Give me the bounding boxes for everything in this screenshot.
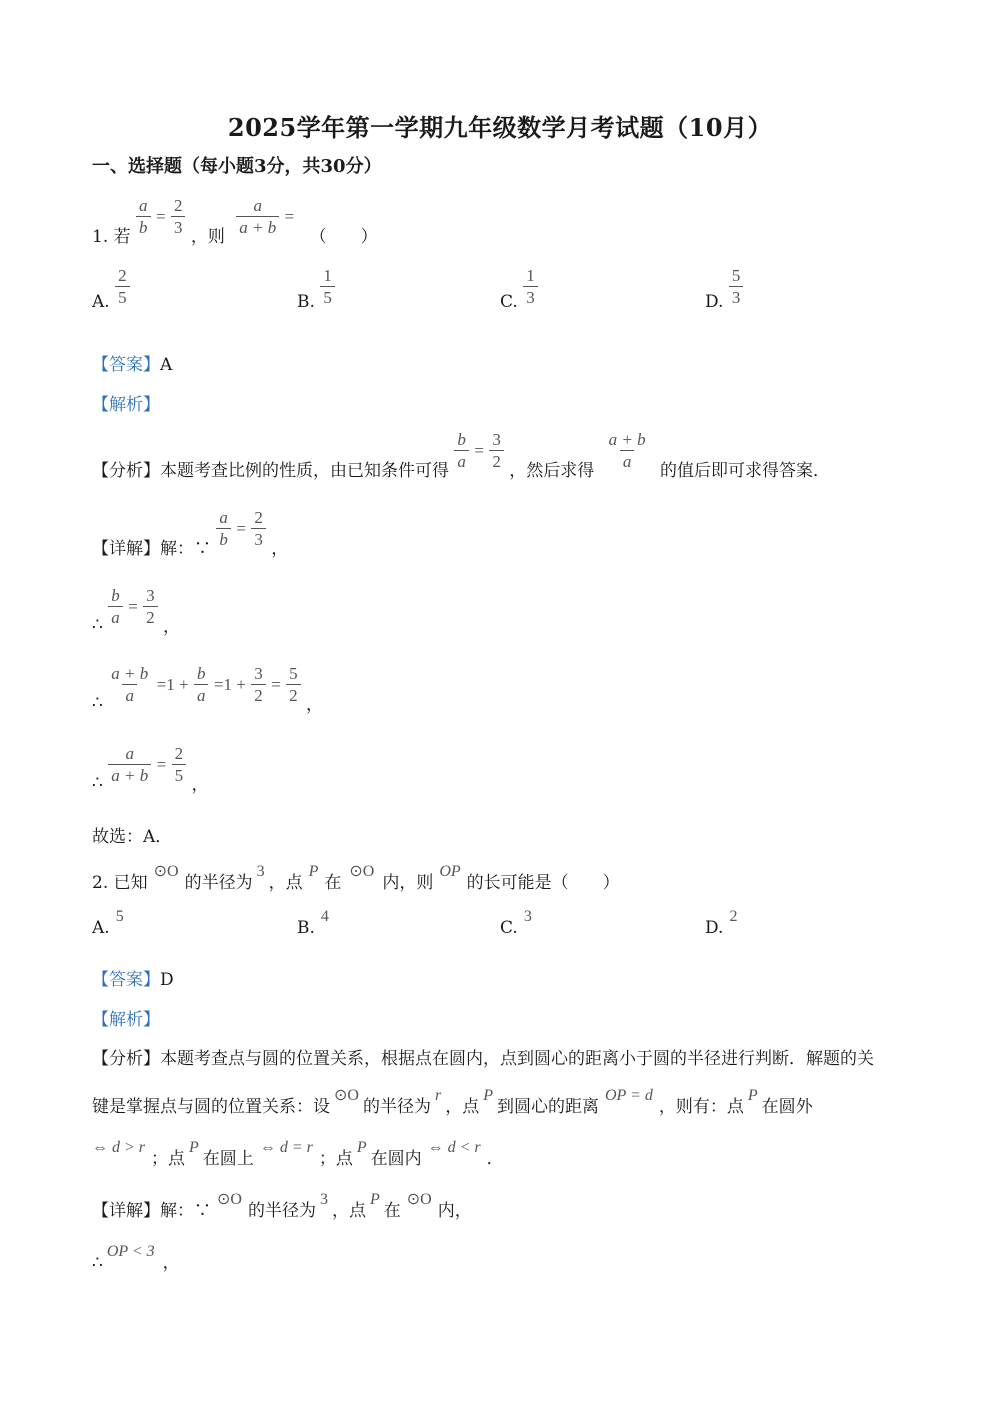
question-2-stem: 2. 已知⊙O的半径为3，点P在⊙O内，则OP的长可能是（ ） [92, 863, 620, 893]
q2-option-d: D.2 [705, 908, 738, 938]
fraction-2-over-3: $\frac{2}{3}$ [171, 196, 186, 237]
q2-answer-line: 【答案】D [92, 970, 174, 990]
q2-fenxi-line-2: 键是掌握点与圆的位置关系：设⊙O的半径为r，点P到圆心的距离OP = d，则有：点P在圆外 [92, 1087, 813, 1117]
answer-line [92, 350, 172, 375]
fraction-a-over-a-plus-b: $\frac{a}{a + b}$ [236, 196, 279, 237]
option-c: C. $\frac{1}{3}$ [500, 262, 538, 312]
option-d: D. $\frac{5}{3}$ [705, 262, 743, 312]
answer-tag: 【答案】 [92, 355, 160, 375]
answer-value: A [160, 355, 173, 375]
q2-fenxi-line-3: ⇔ d > r；点P在圆上⇔ d = r；点P在圆内⇔ d < r． [92, 1139, 504, 1169]
q1-step-2: ∴ $\frac{b}{a}$ = $\frac{3}{2}$ ， [92, 585, 181, 637]
q2-analysis-tag: 【解析】 [92, 1010, 160, 1030]
q1-fenxi: 【分析】本题考查比例的性质，由已知条件可得 $\frac{b}{a}$ = $\frac{3}{2}$ ，然后求得 $\frac{a + b}{a}$ 的值后即可求得答案． [92, 429, 831, 481]
section-heading: 一、选择题（每小题3分，共30分） [92, 156, 382, 177]
option-a: A. $\frac{2}{5}$ [92, 262, 130, 312]
q2-option-a: A.5 [92, 908, 124, 938]
q1-step-3: ∴ $\frac{a + b}{a}$ =1 + $\frac{b}{a}$ =1 + $\frac{3}{2}$ = $\frac{5}{2}$ ， [92, 663, 324, 715]
q2-fenxi-line-1: 【分析】本题考查点与圆的位置关系，根据点在圆内，点到圆心的距离小于圆的半径进行判断．解题的关 [92, 1049, 874, 1069]
page-title: 2025学年第一学期九年级数学月考试题（10月） [227, 113, 773, 142]
question-1-stem: 1. 若 $\frac{a}{b}$ = $\frac{2}{3}$ ，则 $\frac{a}{a + b}$ = （ ） [92, 195, 378, 247]
q1-xiangjie: 【详解】解：∵ $\frac{a}{b}$ = $\frac{2}{3}$ ， [92, 507, 289, 559]
fraction-a-over-b: $\frac{a}{b}$ [136, 196, 151, 237]
q1-step-4: ∴ $\frac{a}{a + b}$ = $\frac{2}{5}$ ， [92, 743, 209, 795]
option-b: B. $\frac{1}{5}$ [297, 262, 335, 312]
analysis-tag: 【解析】 [92, 395, 160, 415]
q2-step-2: ∴OP < 3， [92, 1243, 180, 1273]
q2-option-b: B.4 [297, 908, 329, 938]
question-number: 1. 若 [92, 227, 131, 247]
q1-conclusion: 故选：A． [92, 827, 173, 847]
q2-option-c: C.3 [500, 908, 532, 938]
q2-xiangjie: 【详解】解：∵⊙O的半径为3，点P在⊙O内， [92, 1191, 472, 1221]
